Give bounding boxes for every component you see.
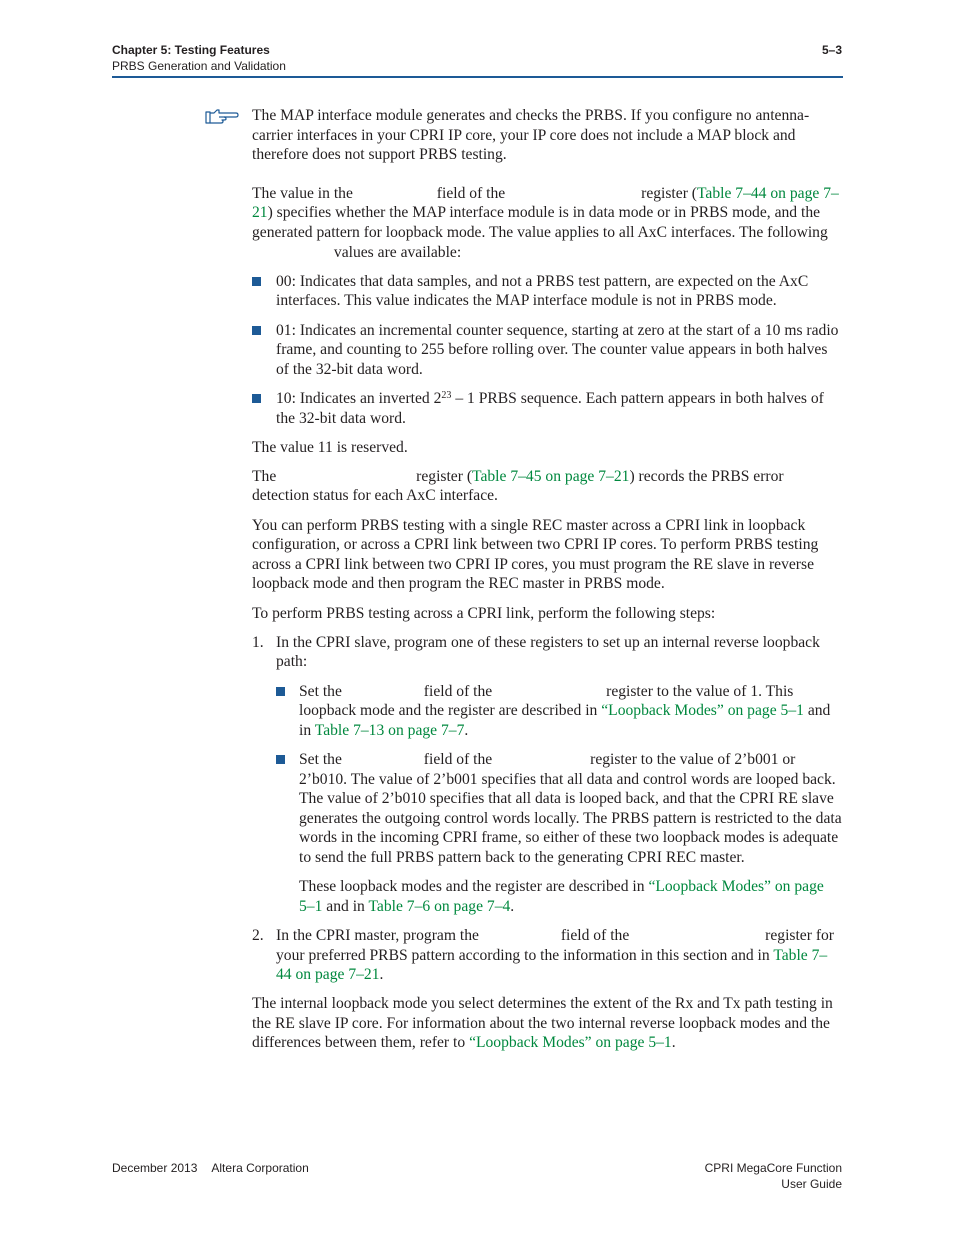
link-loopback-modes[interactable]: “Loopback Modes” on page 5–1 bbox=[469, 1034, 672, 1052]
paragraph-internal-loopback: The internal loopback mode you select determines the extent of the Rx and Tx path testing in the RE slave IP core. For information about the two internal reverse loopback modes and the differences between them, refer to “Loopback Modes” on page 5–1. bbox=[252, 995, 833, 1052]
step-1: 1. In the CPRI slave, program one of these registers to set up an internal reverse loopback path: Set the field of the register to the value of 1. This loopback mode and the register are described in “Loopback Modes” on page 5–1 and in Table 7–13 on page 7–7. Set the field of the register to the value of 2’b001 or 2’b010. The value of 2’b001 specifies that all data and control words are looped back. The value of 2’b010 specifies that all data is looped back, and that the CPRI RE slave generates the outgoing control words locally. The PRBS pattern is restricted to the data words in the incoming CPRI frame, so either of these two loopback modes is adequate to send the full PRBS pattern back to the generating CPRI REC master. These loopback modes and the register are described in “Loopback Modes” on page 5–1 and in Table 7–6 on page 7–4. bbox=[252, 633, 842, 915]
list-item: 10: Indicates an inverted $2^{23} - 1$ PRBS sequence. Each pattern appears in both halves of the 32-bit data word. bbox=[252, 389, 842, 428]
list-item: Set the field of the register to the value of 1. This loopback mode and the register are described in “Loopback Modes” on page 5–1 and in Table 7–13 on page 7–7. bbox=[276, 682, 842, 741]
link-loopback-modes[interactable]: “Loopback Modes” on page 5–1 bbox=[601, 702, 804, 720]
footer-product: CPRI MegaCore Function bbox=[704, 1161, 842, 1175]
paragraph-error-status: The register (Table 7–45 on page 7–21) records the PRBS error detection status for each AxC interface. bbox=[252, 467, 784, 505]
paragraph-steps-intro: To perform PRBS testing across a CPRI link, perform the following steps: bbox=[252, 604, 716, 622]
footer-doc-type: User Guide bbox=[781, 1177, 842, 1191]
pointing-hand-icon bbox=[205, 108, 239, 126]
list-item: 01: Indicates an incremental counter sequence, starting at zero at the start of a 10 ms radio frame, and counting to 255 before rolling over. The counter value appears in both halves of the 32-bit data word. bbox=[252, 321, 842, 380]
link-table-7-44[interactable]: Table 7–44 on page 7–21 bbox=[276, 946, 828, 984]
section-title: PRBS Generation and Validation bbox=[112, 59, 286, 73]
running-header bbox=[112, 42, 286, 74]
list-item: 00: Indicates that data samples, and not a PRBS test pattern, are expected on the AxC interfaces. This value indicates the MAP interface module is not in PRBS mode. bbox=[252, 272, 842, 311]
main-content bbox=[252, 106, 842, 1063]
footer-date: December 2013 bbox=[112, 1161, 198, 1175]
mode-values-list bbox=[252, 272, 842, 428]
chapter-title: Chapter 5: Testing Features bbox=[112, 43, 270, 57]
footer-right bbox=[705, 1160, 842, 1192]
step-2: 2. In the CPRI master, program the field of the register for your preferred PRBS pattern according to the information in this section and in Table 7–44 on page 7–21. bbox=[252, 926, 834, 984]
footer-left bbox=[112, 1160, 309, 1176]
link-table-7-44[interactable]: Table 7–44 on page 7–21 bbox=[252, 184, 839, 222]
header-rule bbox=[112, 76, 843, 78]
list-item: Set the field of the register to the value of 2’b001 or 2’b010. The value of 2’b001 specifies that all data and control words are looped back. The value of 2’b010 specifies that all data is looped back, and that the CPRI RE slave generates the outgoing control words locally. The PRBS pattern is restricted to the data words in the incoming CPRI frame, so either of these two loopback modes is adequate to send the full PRBS pattern back to the generating CPRI REC master. These loopback modes and the register are described in “Loopback Modes” on page 5–1 and in Table 7–6 on page 7–4. bbox=[276, 750, 842, 916]
link-table-7-45[interactable]: Table 7–45 on page 7–21 bbox=[472, 467, 630, 485]
page-number: 5–3 bbox=[821, 43, 842, 57]
footer-company: Altera Corporation bbox=[211, 1161, 309, 1175]
paragraph-reserved: The value 11 is reserved. bbox=[252, 438, 408, 456]
link-table-7-13[interactable]: Table 7–13 on page 7–7 bbox=[314, 721, 465, 739]
steps-list bbox=[252, 633, 842, 985]
paragraph-map-mode: The value in the field of the register (Table 7–44 on page 7–21) specifies whether the MAP interface module is in data mode or in PRBS mode, and the generated pattern for loopback mode. The value applies to all AxC interfaces. The following values are available: bbox=[252, 184, 839, 261]
paragraph-prbs-testing: You can perform PRBS testing with a single REC master across a CPRI link in loopback configuration, or across a CPRI link between two CPRI IP cores. To perform PRBS testing across a CPRI link between two CPRI IP cores, you must program the RE slave in reverse loopback mode and then program the REC master in PRBS mode. bbox=[252, 516, 819, 593]
link-loopback-modes[interactable]: “Loopback Modes” on page 5–1 bbox=[299, 878, 824, 915]
link-table-7-6[interactable]: Table 7–6 on page 7–4 bbox=[368, 897, 511, 915]
register-options-list bbox=[276, 682, 842, 917]
note-text: The MAP interface module generates and checks the PRBS. If you configure no antenna-carrier interfaces in your CPRI IP core, your IP core does not include a MAP block and therefore does not support PRBS testing. bbox=[252, 107, 810, 164]
